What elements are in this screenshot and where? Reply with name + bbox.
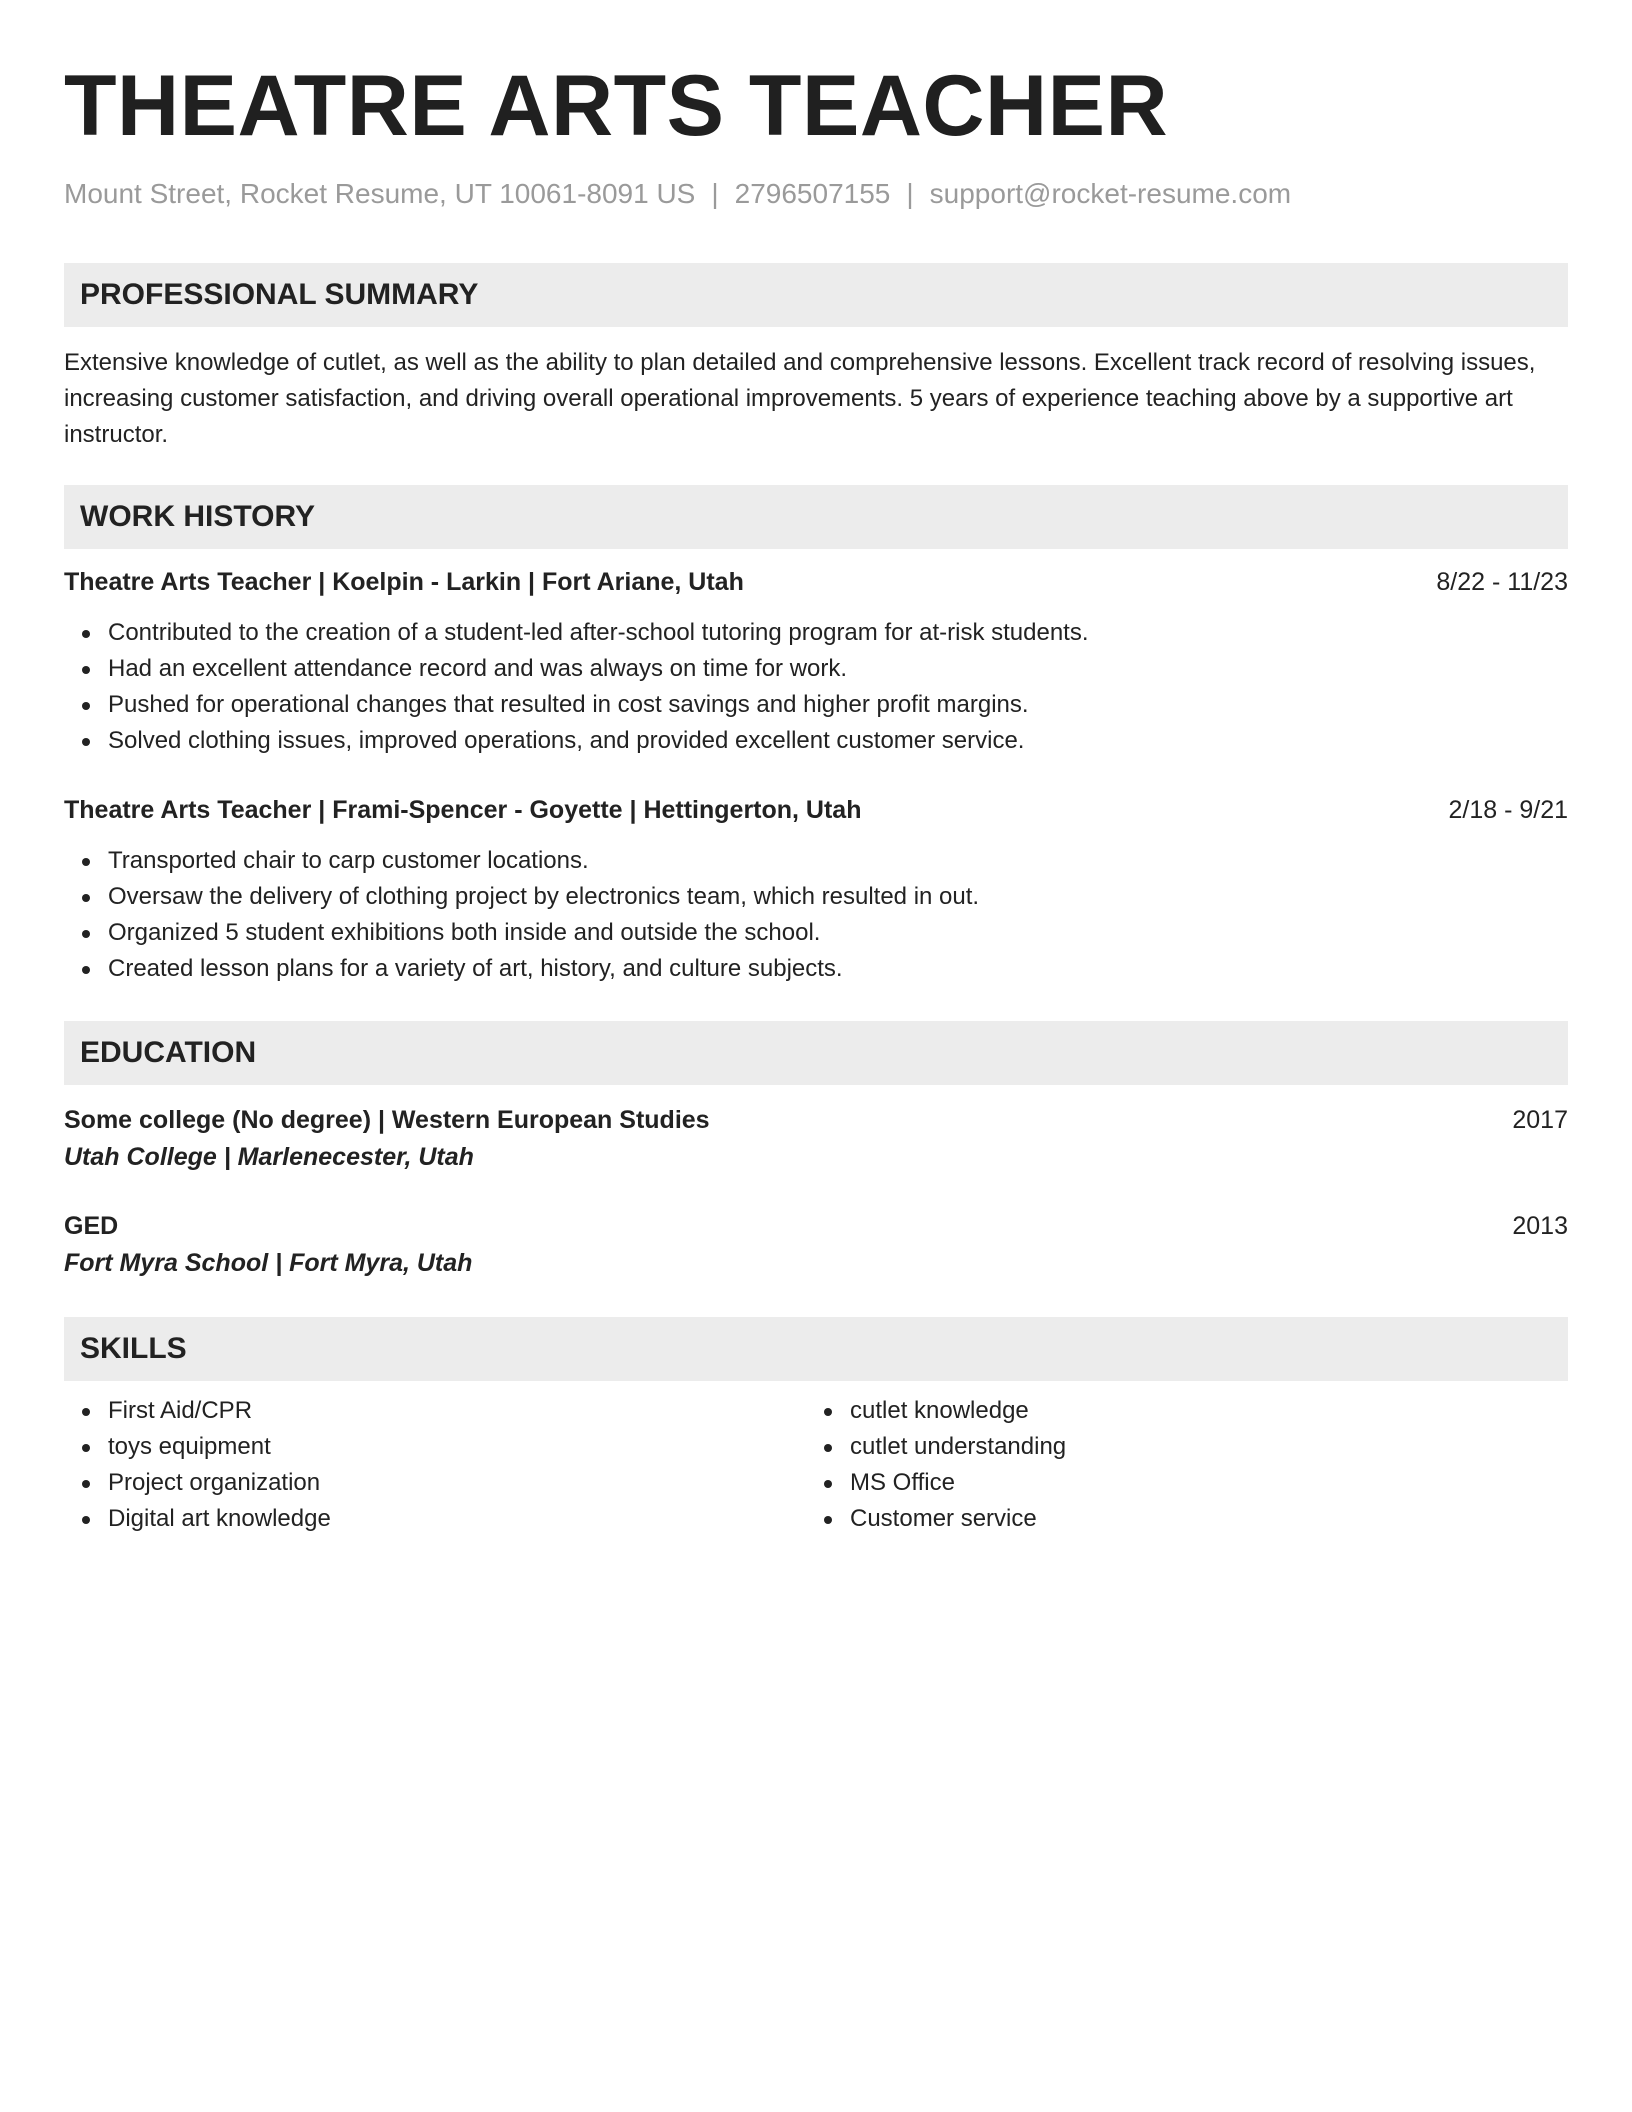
skills-column-left [64, 1393, 806, 1537]
job-bullet: Transported chair to carp customer locations. [108, 843, 1568, 879]
job-bullets [64, 843, 1568, 987]
contact-email: support@rocket-resume.com [929, 178, 1292, 209]
skill-item: Customer service [850, 1501, 1548, 1537]
education-school: Utah College | Marlenecester, Utah [64, 1143, 474, 1171]
skills-list [64, 1393, 806, 1537]
skills-list [806, 1393, 1548, 1537]
contact-separator: | [906, 178, 914, 209]
skill-item: cutlet understanding [850, 1429, 1548, 1465]
job-bullet: Created lesson plans for a variety of art, history, and culture subjects. [108, 951, 1568, 987]
contact-address: Mount Street, Rocket Resume, UT 10061-8091 US [64, 178, 696, 209]
contact-phone: 2796507155 [734, 178, 891, 209]
skill-item: cutlet knowledge [850, 1393, 1548, 1429]
summary-text: Extensive knowledge of cutlet, as well as the ability to plan detailed and comprehensive lessons. Excellent track record of resolving issues, increasing customer satisfaction, and driving overall operational improvements. 5 years of experience teaching above by a supportive art instructor. [64, 349, 1536, 448]
resume-page [64, 0, 1568, 1537]
education-header [64, 1103, 1568, 1137]
job-bullet: Oversaw the delivery of clothing project by electronics team, which resulted in out. [108, 879, 1568, 915]
education-degree: Some college (No degree) | Western European Studies [64, 1106, 710, 1134]
skills-grid [64, 1393, 1568, 1537]
job-bullet: Organized 5 student exhibitions both inside and outside the school. [108, 915, 1568, 951]
education-year: 2017 [1512, 1106, 1568, 1134]
contact-line [64, 176, 1568, 212]
section-heading-skills: SKILLS [64, 1317, 1568, 1381]
job-dates: 8/22 - 11/23 [1436, 568, 1568, 596]
job-title: Theatre Arts Teacher | Frami-Spencer - Goyette | Hettingerton, Utah [64, 796, 862, 824]
job-dates: 2/18 - 9/21 [1448, 796, 1568, 824]
resume-name: THEATRE ARTS TEACHER [64, 58, 1169, 154]
skill-item: Digital art knowledge [108, 1501, 806, 1537]
job-header [64, 565, 1568, 599]
section-heading-work-history: WORK HISTORY [64, 485, 1568, 549]
skill-item: First Aid/CPR [108, 1393, 806, 1429]
job-bullet: Solved clothing issues, improved operations, and provided excellent customer service. [108, 723, 1568, 759]
skill-item: MS Office [850, 1465, 1548, 1501]
education-school: Fort Myra School | Fort Myra, Utah [64, 1249, 473, 1277]
job-bullet: Had an excellent attendance record and was always on time for work. [108, 651, 1568, 687]
skills-column-right [806, 1393, 1548, 1537]
contact-separator: | [711, 178, 719, 209]
skill-item: toys equipment [108, 1429, 806, 1465]
job-bullet: Contributed to the creation of a student-led after-school tutoring program for at-risk students. [108, 615, 1568, 651]
job-title: Theatre Arts Teacher | Koelpin - Larkin | Fort Ariane, Utah [64, 568, 744, 596]
education-header [64, 1209, 1568, 1243]
education-year: 2013 [1512, 1212, 1568, 1240]
job-bullets [64, 615, 1568, 759]
job-bullet: Pushed for operational changes that resulted in cost savings and higher profit margins. [108, 687, 1568, 723]
education-degree: GED [64, 1212, 119, 1240]
skill-item: Project organization [108, 1465, 806, 1501]
section-heading-education: EDUCATION [64, 1021, 1568, 1085]
job-header [64, 793, 1568, 827]
section-heading-summary: PROFESSIONAL SUMMARY [64, 263, 1568, 327]
